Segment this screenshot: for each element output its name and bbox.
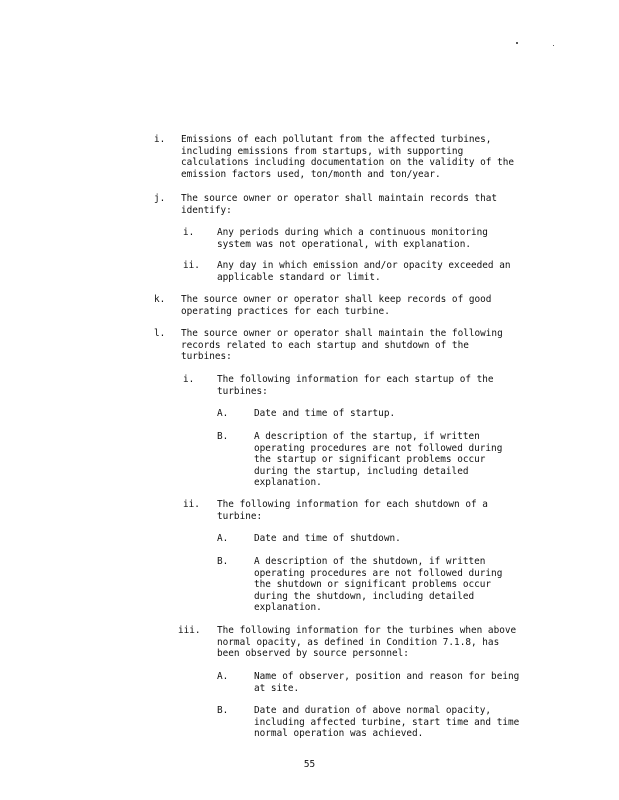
scan-speck [553, 45, 554, 46]
item-marker-l-i-b: B. [217, 431, 229, 442]
item-marker-l-iii-a: A. [217, 671, 229, 682]
text-line: during the shutdown, including detailed [254, 590, 475, 602]
item-marker-l-ii: ii. [183, 499, 200, 510]
item-l-iii-text [217, 625, 516, 660]
text-line: identify: [181, 204, 232, 216]
text-line: including affected turbine, start time and time [254, 716, 520, 728]
item-marker-k: k. [154, 294, 166, 305]
item-l-i-a-text [254, 408, 395, 420]
text-line: including emissions from startups, with supporting [181, 145, 464, 157]
text-line: The source owner or operator shall maintain records that [181, 193, 498, 204]
text-line: calculations including documentation on the validity of the [181, 157, 515, 169]
scan-speck [516, 42, 518, 44]
text-line: the startup or significant problems occur [254, 454, 486, 466]
text-line: turbines: [217, 385, 268, 397]
text-line: Any day in which emission and/or opacity exceeded an [217, 260, 511, 271]
item-marker-l-i: i. [183, 374, 195, 385]
text-line: Date and time of shutdown. [254, 533, 401, 544]
item-marker-l-ii-b: B. [217, 556, 229, 567]
text-line: explanation. [254, 477, 322, 489]
item-marker-j-ii: ii. [183, 260, 200, 271]
text-line: Any periods during which a continuous monitoring [217, 227, 488, 238]
text-line: been observed by source personnel: [217, 648, 409, 660]
item-i-text [181, 134, 514, 180]
text-line: emission factors used, ton/month and ton/year. [181, 168, 441, 180]
text-line: operating practices for each turbine. [181, 305, 390, 317]
text-line: applicable standard or limit. [217, 271, 381, 283]
item-l-ii-text [217, 499, 488, 522]
text-line: the shutdown or significant problems occur [254, 579, 492, 591]
text-line: explanation. [254, 602, 322, 614]
text-line: A description of the shutdown, if written [254, 556, 486, 567]
item-marker-i: i. [154, 134, 166, 145]
text-line: operating procedures are not followed during [254, 442, 503, 454]
item-j-text [181, 193, 497, 216]
page-number: 55 [303, 759, 316, 770]
item-l-i-text [217, 374, 494, 397]
text-line: The source owner or operator shall maintain the following [181, 328, 503, 339]
text-line: Date and time of startup. [254, 408, 396, 419]
text-line: turbines: [181, 351, 232, 363]
item-l-iii-b-text [254, 705, 519, 740]
text-line: operating procedures are not followed during [254, 567, 503, 579]
item-j-ii-text [217, 260, 511, 283]
item-marker-j: j. [154, 193, 166, 204]
text-line: Name of observer, position and reason for being [254, 671, 520, 682]
text-line: The following information for the turbines when above [217, 625, 517, 636]
item-k-text [181, 294, 491, 317]
item-marker-l-i-a: A. [217, 408, 229, 419]
item-marker-j-i: i. [183, 227, 195, 238]
text-line: The following information for each startup of the [217, 374, 494, 385]
text-line: records related to each startup and shutdown of the [181, 339, 469, 351]
text-line: system was not operational, with explanation. [217, 238, 471, 250]
item-marker-l-iii: iii. [178, 625, 201, 636]
text-line: normal operation was achieved. [254, 728, 424, 740]
text-line: The following information for each shutdown of a [217, 499, 488, 510]
text-line: turbine: [217, 510, 263, 522]
text-line: Emissions of each pollutant from the affected turbines, [181, 134, 492, 145]
item-l-ii-a-text [254, 533, 401, 545]
text-line: A description of the startup, if written [254, 431, 480, 442]
text-line: normal opacity, as defined in Condition 7.1.8, has [217, 636, 500, 648]
item-marker-l-iii-b: B. [217, 705, 229, 716]
item-l-text [181, 328, 503, 363]
item-j-i-text [217, 227, 488, 250]
item-marker-l-ii-a: A. [217, 533, 229, 544]
text-line: Date and duration of above normal opacity, [254, 705, 492, 716]
item-l-ii-b-text [254, 556, 502, 614]
text-line: The source owner or operator shall keep records of good [181, 294, 492, 305]
item-l-iii-a-text [254, 671, 519, 694]
item-marker-l: l. [154, 328, 166, 339]
item-l-i-b-text [254, 431, 502, 489]
text-line: at site. [254, 682, 300, 694]
text-line: during the startup, including detailed [254, 465, 469, 477]
